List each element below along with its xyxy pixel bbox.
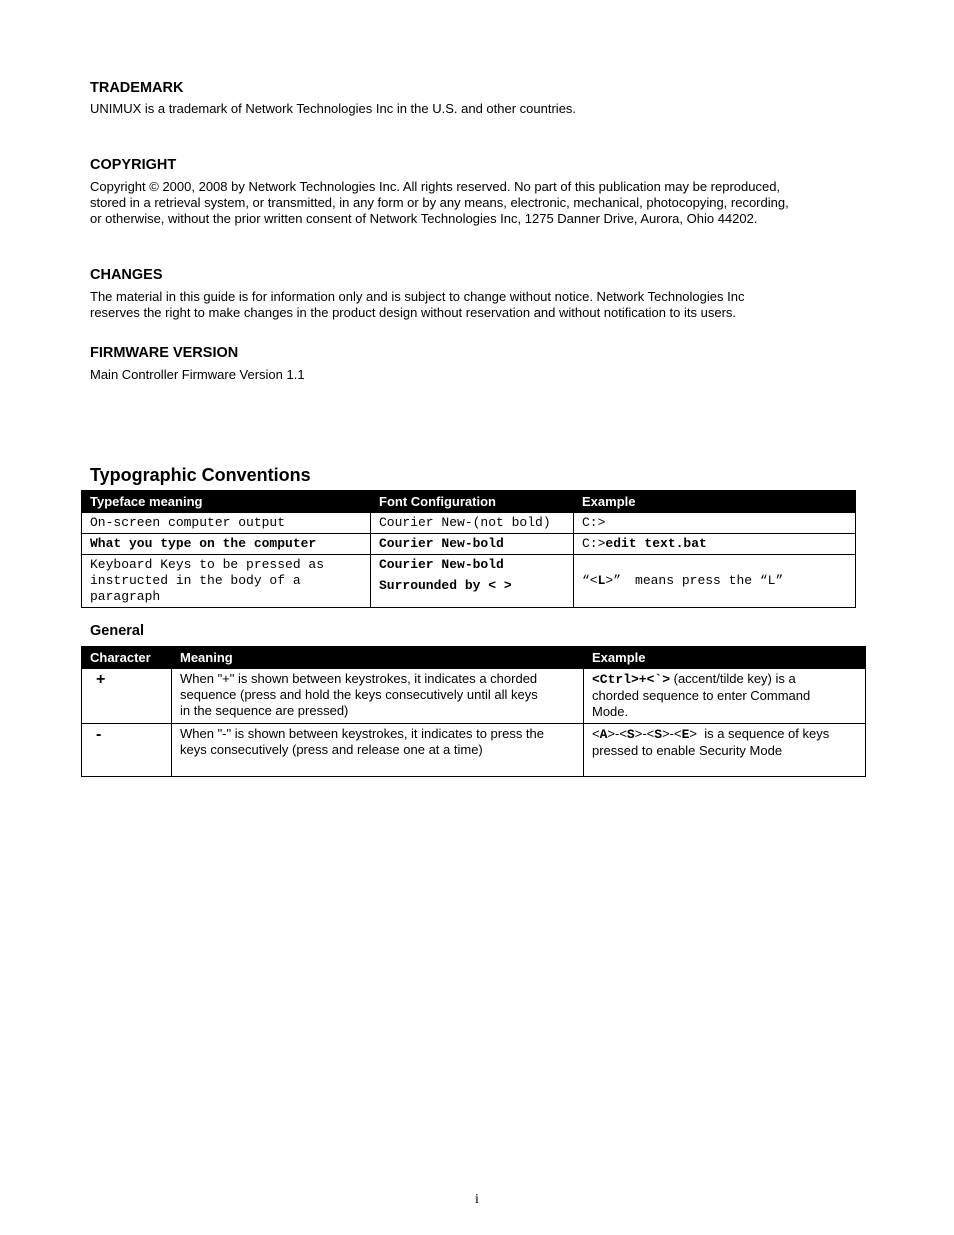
table-row [82,724,866,777]
typeface-meaning-cell: Keyboard Keys to be pressed as instructed in the body of a paragraph [82,555,371,608]
example-cell: C:>edit text.bat [574,534,856,555]
copyright-text: Copyright © 2000, 2008 by Network Technologies Inc. All rights reserved. No part of this publication may be reproduced, stored in a retrieval system, or transmitted, in any form or by any means, electronic, mechanical, photocopying, recording, or otherwise, without the prior written consent of Network Technologies Inc, 1275 Danner Drive, Aurora, Ohio 44202. [90,179,789,226]
table-row [82,555,856,608]
firmware-text: Main Controller Firmware Version 1.1 [90,367,305,382]
column-header: Typeface meaning [82,491,371,513]
column-header: Example [574,491,856,513]
font-config-cell: Courier New-(not bold) [371,513,574,534]
copyright-heading: COPYRIGHT [90,157,177,173]
typeface-meaning-cell: On-screen computer output [82,513,371,534]
changes-heading: CHANGES [90,267,163,283]
typographic-heading: Typographic Conventions [90,465,311,485]
table-row [82,513,856,534]
column-header: Character [82,647,172,669]
column-header: Example [584,647,866,669]
typeface-meaning-cell: What you type on the computer [82,534,371,555]
meaning-cell: When "-" is shown between keystrokes, it indicates to press the keys consecutively (press and release one at a time) [172,724,584,777]
page-number: i [475,1192,479,1207]
table-header-row [82,491,856,513]
font-config-cell: Courier New-bold Surrounded by < > [371,555,574,608]
table-row [82,534,856,555]
table-row [82,669,866,724]
column-header: Meaning [172,647,584,669]
general-heading: General [90,623,144,639]
general-table [81,646,866,777]
typographic-table [81,490,856,608]
example-cell: “<L>” means press the “L” [574,555,856,608]
example-cell: <A>-<S>-<S>-<E> is a sequence of keys pressed to enable Security Mode [584,724,866,777]
character-cell: - [82,724,172,777]
changes-text: The material in this guide is for information only and is subject to change without notice. Network Technologies Inc reserves the right to make changes in the product design without reservation and without notification to its users. [90,289,745,320]
font-config-cell: Courier New-bold [371,534,574,555]
column-header: Font Configuration [371,491,574,513]
trademark-text: UNIMUX is a trademark of Network Technologies Inc in the U.S. and other countries. [90,101,577,116]
trademark-heading: TRADEMARK [90,80,184,96]
example-cell: C:> [574,513,856,534]
character-cell: + [82,669,172,724]
table-header-row [82,647,866,669]
firmware-heading: FIRMWARE VERSION [90,345,239,361]
meaning-cell: When "+" is shown between keystrokes, it indicates a chorded sequence (press and hold the keys consecutively until all keys in the sequence are pressed) [172,669,584,724]
example-cell: <Ctrl>+<`> (accent/tilde key) is a chorded sequence to enter Command Mode. [584,669,866,724]
